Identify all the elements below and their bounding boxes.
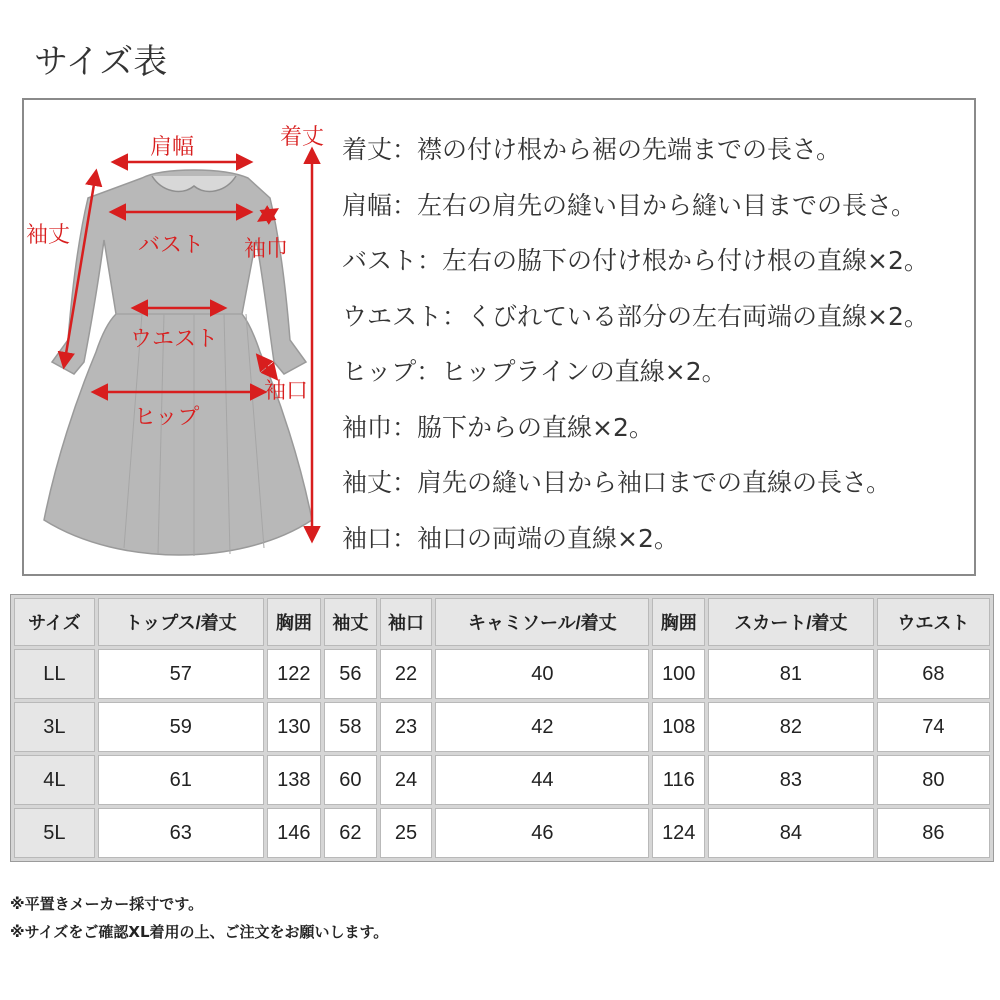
- label-length: 着丈: [280, 125, 325, 150]
- definition-list: [342, 122, 972, 566]
- table-cell: 40: [435, 649, 649, 699]
- table-cell: 63: [98, 808, 264, 858]
- table-cell: 58: [324, 702, 377, 752]
- definition-sleeve-width: 袖巾：脇下からの直線×2。: [342, 412, 654, 442]
- label-cuff: 袖口: [264, 379, 309, 404]
- table-cell: 130: [267, 702, 322, 752]
- note-measurement: ※平置きメーカー採寸です。: [10, 895, 204, 913]
- table-cell: 56: [324, 649, 377, 699]
- table-cell: 116: [652, 755, 705, 805]
- table-cell: 44: [435, 755, 649, 805]
- label-shoulder: 肩幅: [150, 135, 195, 160]
- header-cuff: 袖口: [380, 598, 433, 646]
- header-tops-length: トップス/着丈: [98, 598, 264, 646]
- table-cell: 138: [267, 755, 322, 805]
- table-cell: 74: [877, 702, 990, 752]
- definition-shoulder: 肩幅：左右の肩先の縫い目から縫い目までの長さ。: [342, 190, 917, 220]
- table-cell: 23: [380, 702, 433, 752]
- size-cell: LL: [14, 649, 95, 699]
- table-cell: 68: [877, 649, 990, 699]
- table-cell: 42: [435, 702, 649, 752]
- table-cell: 80: [877, 755, 990, 805]
- table-cell: 83: [708, 755, 874, 805]
- label-waist: ウエスト: [130, 327, 219, 352]
- table-cell: 59: [98, 702, 264, 752]
- header-sleeve-length: 袖丈: [324, 598, 377, 646]
- table-row: [14, 808, 990, 858]
- size-cell: 5L: [14, 808, 95, 858]
- definition-length: 着丈：襟の付け根から裾の先端までの長さ。: [342, 135, 842, 164]
- table-cell: 61: [98, 755, 264, 805]
- size-cell: 3L: [14, 702, 95, 752]
- definition-hip: ヒップ：ヒップラインの直線×2。: [342, 357, 727, 386]
- table-header-row: [14, 598, 990, 646]
- note-order: ※サイズをご確認XL着用の上、ご注文をお願いします。: [10, 923, 389, 941]
- page-title: サイズ表: [34, 42, 168, 82]
- table-cell: 62: [324, 808, 377, 858]
- table-row: [14, 702, 990, 752]
- table-cell: 124: [652, 808, 705, 858]
- dress-diagram: [24, 100, 344, 574]
- table-cell: 108: [652, 702, 705, 752]
- table-cell: 86: [877, 808, 990, 858]
- table-row: [14, 755, 990, 805]
- table-row: [14, 649, 990, 699]
- label-hip: ヒップ: [134, 405, 200, 430]
- definition-waist: ウエスト：くびれている部分の左右両端の直線×2。: [342, 301, 929, 331]
- dress-silhouette: [44, 170, 312, 556]
- definition-sleeve-length: 袖丈：肩先の縫い目から袖口までの直線の長さ。: [342, 468, 892, 497]
- size-table: [10, 594, 994, 862]
- size-cell: 4L: [14, 755, 95, 805]
- label-sleeve-length: 袖丈: [26, 223, 71, 248]
- header-skirt-length: スカート/着丈: [708, 598, 874, 646]
- header-camisole-chest: 胸囲: [652, 598, 705, 646]
- label-sleeve-width: 袖巾: [244, 237, 289, 262]
- table-cell: 57: [98, 649, 264, 699]
- header-camisole-length: キャミソール/着丈: [435, 598, 649, 646]
- table-cell: 146: [267, 808, 322, 858]
- notes: [10, 890, 388, 946]
- table-cell: 82: [708, 702, 874, 752]
- measurement-guide-panel: [22, 98, 976, 576]
- table-cell: 81: [708, 649, 874, 699]
- table-cell: 46: [435, 808, 649, 858]
- table-cell: 60: [324, 755, 377, 805]
- table-cell: 24: [380, 755, 433, 805]
- table-cell: 22: [380, 649, 433, 699]
- label-bust: バスト: [138, 233, 205, 258]
- table-cell: 84: [708, 808, 874, 858]
- header-chest: 胸囲: [267, 598, 322, 646]
- definition-bust: バスト：左右の脇下の付け根から付け根の直線×2。: [342, 246, 929, 275]
- table-cell: 100: [652, 649, 705, 699]
- definition-cuff: 袖口：袖口の両端の直線×2。: [342, 523, 679, 553]
- header-waist: ウエスト: [877, 598, 990, 646]
- table-cell: 122: [267, 649, 322, 699]
- table-cell: 25: [380, 808, 433, 858]
- header-size: サイズ: [14, 598, 95, 646]
